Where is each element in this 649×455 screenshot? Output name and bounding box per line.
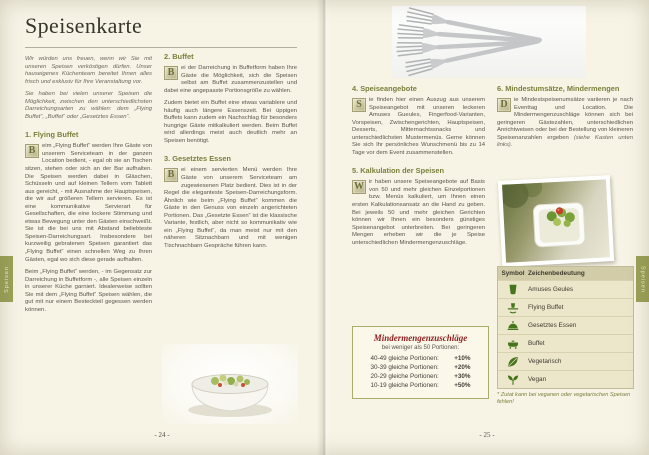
forks-illustration (392, 6, 586, 78)
food-bowl-photo (162, 344, 298, 424)
dropcap: B (164, 66, 178, 80)
spine-fold (317, 0, 332, 455)
bowl-illustration (162, 344, 298, 424)
section-paragraph: W ir haben unsere Speiseangebote auf Basis von 50 und mehr gleichen Einzelportionen bzw. Menüs kalkuliert, um Ihnen einen ersten Kalkulationsansatz an die Hand zu geben. Bei jeweils 50 und mehr gleichen Gerichten können wir Ihnen ein besonders günstiges Speisenangebot unterbreiten. Bei geringeren Mengen erheben wir die je Speise unterschiedlichen Mindermengenzuschläge. (352, 179, 485, 246)
dropcap: D (497, 98, 511, 112)
page-number-right: - 25 - (479, 431, 495, 439)
section-heading-mindestumsaetze: 6. Mindestumsätze, Mindermengen (497, 84, 620, 93)
symbol-row: Amuses Geules (498, 280, 633, 298)
symbol-row: Gesetztes Essen (498, 316, 633, 334)
section-paragraph: Beim „Flying Buffet“ werden, - im Gegensatz zur Darreichung in Buffetform -, alle Speisen einzeln in unserer Küche garniert. Idealerweise sollten Sie mit dem „Flying Buffet“ Speisen wählen, die gut mit nur einem Besteckteil gegessen werden können. (25, 269, 152, 313)
symbol-row: Flying Buffet (498, 298, 633, 316)
section-heading-flying-buffet: 1. Flying Buffet (25, 130, 79, 140)
symbol-row: Buffet (498, 334, 633, 352)
vegetarisch-leaf-icon (498, 356, 528, 368)
symbol-table (497, 266, 634, 389)
tab-label: Speisen (639, 265, 646, 293)
left-column-1 (25, 56, 152, 425)
symbol-footnote: * Zutat kann bei veganen oder vegetarischen Speisen fehlen! (497, 392, 631, 405)
vegan-sprout-icon (498, 374, 528, 386)
polaroid-image (502, 179, 610, 262)
dropcap: B (25, 144, 39, 158)
section-paragraph: Zudem bietet ein Buffet eine etwas variablere und häufig auch längere Essenszeit. Bei üppigen Buffets kann zudem ein Nachschlag für besonders hungrige Gäste mitkalkuliert werden. Beim Buffet wird allerdings meist auch deutlich mehr an Speisen benötigt. (164, 100, 297, 144)
see-box-note: (siehe Kasten unten links). (497, 134, 633, 149)
tab-label: Speisen (3, 265, 10, 293)
section-paragraph: D ie Mindestspeisenumsätze variieren je nach Eventtag und Location. Die Mindermengenzuschläge können sich bei geringeren Gästezahlen, unterschiedlichen Anrichtweisen oder bei der Bestellung von kleineren Speisenanzahlen ergeben (siehe Kasten unten links). (497, 97, 633, 149)
symbol-row: Vegetarisch (498, 352, 633, 370)
symbol-legend (497, 266, 634, 406)
right-column-2 (497, 84, 633, 178)
section-heading-buffet: 2. Buffet (164, 52, 194, 61)
section-heading-kalkulation: 5. Kalkulation der Speisen (352, 166, 445, 176)
section-heading-gesetztes-essen: 3. Gesetztes Essen (164, 154, 231, 164)
section-paragraph: B ei einem servierten Menü werden Ihre Gäste von unserem Serviceteam am zugewiesenen Platz bedient. Dies ist in der Regel die eleganteste Speisen-Darreichungsform. Ähnlich wie beim „Flying Buffet“ kommen die Gäste in den Genuss von einzeln angerichteten Portionen. Das „Gesetzte Essen“ ist die klassische Variante, festlich, aber nicht so kommunikativ wie ein „Flying Buffet“, da man meist nur mit den näheren Sitznachbarn und mit wenigen Tischnachbarn Gespräche führen kann. (164, 167, 297, 249)
section-paragraph: B ei der Darreichung in Buffetform haben Ihre Gäste die Möglichkeit, sich die Speisen selbst am Buffet zusammenzustellen und dabei eine angepasste Portionsgröße zu wählen. (164, 65, 297, 94)
gesetztes-essen-cloche-icon (498, 320, 528, 332)
dropcap: W (354, 181, 364, 193)
surcharge-subtitle: bei weniger als 50 Portionen: (381, 345, 460, 351)
page-number-left: - 24 - (154, 431, 170, 439)
surcharge-row: 30-39 gleiche Portionen: +20% (370, 364, 471, 371)
symbol-row: Vegan (498, 370, 633, 388)
right-column-1 (352, 84, 485, 322)
intro-paragraph: Wir würden uns freuen, wenn wir Sie mit unseren Speisen verköstigen dürfen. Unser hauseigenes Küchenteam bereitet Ihnen alles frisch und exklusiv für Ihre Veranstaltung vor. (25, 56, 152, 85)
surcharge-row: 20-29 gleiche Portionen: +30% (370, 373, 471, 380)
buffet-dish-icon (498, 338, 528, 350)
dropcap: S (352, 98, 366, 112)
left-column-2 (164, 52, 297, 342)
section-paragraph: B eim „Flying Buffet“ werden Ihre Gäste von unserem Serviceteam in der ganzen Location bedient, - egal ob sie an Tischen sitzen, stehen oder sich an der Bar aufhalten. Die Speisen werden dabei in Gläschen, Schüsseln und auf kleinen Tellern vom Tablett aus gereicht, - mit Ausnahme der Hauptspeisen, die wir auf größeren Tellern servieren. Es ist eine kommunikative Servierart für Gesellschaften, die eine lockere Stimmung und etwas Bewegung unter den Gästen einschweißt. Sie ist die bei uns mit Abstand beliebteste Speisen-Darreichungsart. Insbesondere bei kurzweilig gebratenen Speisen garantiert das „Flying Buffet“ einen schnellen Weg zu Ihren Gästen, egal wo sich diese gerade aufhalten. (25, 143, 152, 263)
section-tab-right[interactable] (636, 256, 649, 302)
surcharge-box (352, 326, 489, 399)
title-divider (25, 47, 297, 48)
flying-buffet-tray-icon (498, 302, 528, 314)
page-title: Speisenkarte (25, 13, 143, 38)
surcharge-title: Mindermengenzuschläge (373, 333, 468, 343)
salad-bowl-polaroid-photo (498, 175, 614, 267)
section-tab-left[interactable] (0, 256, 13, 302)
symbol-table-header: Symbol Zeichenbedeutung (498, 267, 633, 280)
surcharge-row: 40-49 gleiche Portionen: +10% (370, 355, 471, 362)
section-paragraph: S ie finden hier einen Auszug aus unserem Speiseangebot mit unseren leckeren Amuses Gueules, Fingerfood-Varianten, Vorspeisen, Zwischengerichten, Hauptspeisen, Desserts, Mitternachtssnacks und unterschiedlichsten Mustermenüs. Gerne können Sie sich Ihr persönliches Wunschmenü bis zu 14 Tage vor dem Event zusammenstellen. (352, 97, 485, 156)
surcharge-row: 10-19 gleiche Portionen: +50% (370, 382, 471, 389)
section-heading-speiseangebote: 4. Speiseangebote (352, 84, 417, 93)
dropcap: B (164, 168, 178, 182)
forks-photo (392, 6, 586, 78)
intro-paragraph: Sie haben bei vielen unserer Speisen die Möglichkeit, zwischen den unterschiedlichsten Darreichungsarten zu wählen: dem „Flying Buffet“, „Buffet“ oder „Gesetztes Essen“. (25, 91, 152, 120)
amuse-glass-icon (498, 284, 528, 296)
